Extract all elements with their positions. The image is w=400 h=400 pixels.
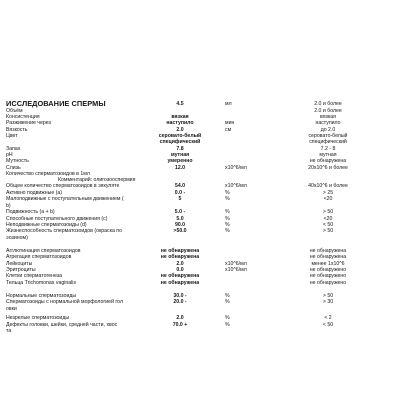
row-value: 0.0 (176, 267, 184, 273)
row-reference: не обнаружено (309, 267, 347, 273)
row-label: Консистенция (6, 114, 40, 120)
row-reference: 40х10^6 и более (308, 183, 348, 189)
row-unit: см (225, 127, 232, 133)
row-value: 2.0 (176, 315, 184, 321)
row-unit: x10^6/мл (225, 165, 247, 171)
row-reference: не обнаружено (309, 273, 347, 279)
row-label: Мутность (6, 158, 29, 164)
row-reference: 7.2 - 8 (320, 146, 336, 152)
row-label: pH (6, 152, 13, 158)
row-value: 2.0 (176, 127, 184, 133)
row-value: 54.0 (174, 183, 186, 189)
row-reference: > 50 (322, 228, 334, 234)
row-value: 5 (178, 196, 182, 202)
row-reference: наступило (315, 120, 341, 126)
row-value: 70.0 + (172, 322, 188, 328)
row-value: не обнаружена (160, 254, 200, 260)
row-label: овки (6, 306, 17, 312)
row-reference: серовато-белый (308, 133, 348, 139)
row-unit: % (225, 216, 230, 222)
row-value: 0.0 - (174, 190, 186, 196)
row-unit: % (225, 315, 230, 321)
row-unit: % (225, 209, 230, 215)
row-label: Подвижность (a + b) (6, 209, 55, 215)
row-label: Агглютинация сперматозоидов (6, 248, 81, 254)
row-label: Общее количество сперматозоидов в эякуляте (6, 183, 120, 189)
row-reference: до 2.0 (320, 127, 336, 133)
row-unit: % (225, 299, 230, 305)
row-value: умеренно (167, 158, 193, 164)
row-label: Объём (6, 108, 23, 114)
row-reference: > 50 (322, 293, 334, 299)
row-reference: мутная (319, 152, 337, 158)
row-value: не обнаружена (160, 280, 200, 286)
header-value: 4.5 (176, 101, 184, 107)
row-value: наступило (166, 120, 194, 126)
row-label: Тельца Trichomonas vaginalis (6, 280, 77, 286)
row-label: Разжижение через (6, 120, 51, 126)
row-reference: не обнаружена (309, 158, 347, 164)
row-unit: % (225, 190, 230, 196)
report-title: ИССЛЕДОВАНИЕ СПЕРМЫ (6, 99, 106, 108)
row-unit: x10^6/мл (225, 261, 247, 267)
row-value: не обнаружена (160, 248, 200, 254)
row-label: Жизнеспособность сперматозоидов (окраска по (6, 228, 122, 234)
row-reference: <20 (323, 216, 333, 222)
row-reference: не обнаружена (309, 248, 347, 254)
row-reference: < 50 (322, 322, 334, 328)
table-row (0, 280, 400, 288)
row-label: b) (6, 203, 11, 209)
row-reference: > 50 (322, 209, 334, 215)
row-reference: 20х10^6 и более (308, 165, 348, 171)
row-reference: 2.0 и более (314, 108, 342, 114)
row-value: 5.0 (176, 216, 184, 222)
row-label: та (6, 328, 12, 334)
header-unit: мл (225, 101, 232, 107)
row-value: не обнаружена (160, 273, 200, 279)
row-unit: % (225, 228, 230, 234)
row-label: Вязкость (6, 127, 28, 133)
row-label: Малоподвижные с поступательным движением ( (6, 196, 124, 202)
row-reference: менее 1х10^6 (311, 261, 345, 267)
comment-line: Комментарий: олигозооспермия (58, 177, 136, 183)
row-value: 7.8 (176, 146, 184, 152)
row-unit: % (225, 196, 230, 202)
row-unit: % (225, 322, 230, 328)
row-label: Лейкоциты (6, 261, 33, 267)
row-label: Сперматозоиды с нормальной морфологией гол (6, 299, 123, 305)
row-value: серовато-белый (158, 133, 202, 139)
table-row (0, 235, 400, 243)
row-label: Незрелые сперматозоиды (6, 315, 70, 321)
row-value: 12.0 (174, 165, 186, 171)
row-reference: > 30 (322, 299, 334, 305)
row-label: Цвет (6, 133, 18, 139)
row-unit: мин (225, 120, 235, 126)
row-reference: вязкая (320, 114, 336, 120)
row-value: 20.0 - (173, 299, 187, 305)
row-value: 30.0 - (173, 293, 187, 299)
row-reference: специфический (309, 139, 347, 145)
row-unit: % (225, 222, 230, 228)
row-label: Агрегация сперматозоидов (6, 254, 72, 260)
row-reference: не обнаружена (309, 254, 347, 260)
row-unit: x10^6/мл (225, 183, 247, 189)
row-value: 5.0 - (174, 209, 186, 215)
row-value: 90.0 (174, 222, 186, 228)
row-reference: < 50 (322, 222, 334, 228)
row-label: Неподвижные сперматозоиды (d) (6, 222, 87, 228)
row-unit: % (225, 293, 230, 299)
row-value: 2.0 (176, 261, 184, 267)
row-unit: x10^6/мл (225, 267, 247, 273)
row-reference: < 2 (324, 315, 332, 321)
row-value: вязкая (171, 114, 189, 120)
row-reference: > 25 (322, 190, 334, 196)
row-value: специфический (159, 139, 201, 145)
table-row (0, 328, 400, 336)
row-label: Способные поступательного движения (c) (6, 216, 108, 222)
row-label: Нормальные сперматозоиды (6, 293, 77, 299)
header-reference: 2.0 и более (314, 101, 342, 107)
row-label: Клетки сперматогенеза (6, 273, 63, 279)
row-label: Дефекты головки, шейки, средней части, хвос (6, 322, 118, 328)
row-label: Количество сперматозоидов в 1мл (6, 171, 90, 177)
row-reference: не обнаружено (309, 280, 347, 286)
row-label: Активно подвижные (a) (6, 190, 62, 196)
row-label: Слизь (6, 165, 21, 171)
row-label: Запах (6, 146, 21, 152)
row-value: мутная (170, 152, 190, 158)
row-value: >50.0 (173, 228, 187, 234)
row-label: Эритроциты (6, 267, 36, 273)
row-label: эозином) (6, 235, 28, 241)
row-reference: <20 (323, 196, 333, 202)
